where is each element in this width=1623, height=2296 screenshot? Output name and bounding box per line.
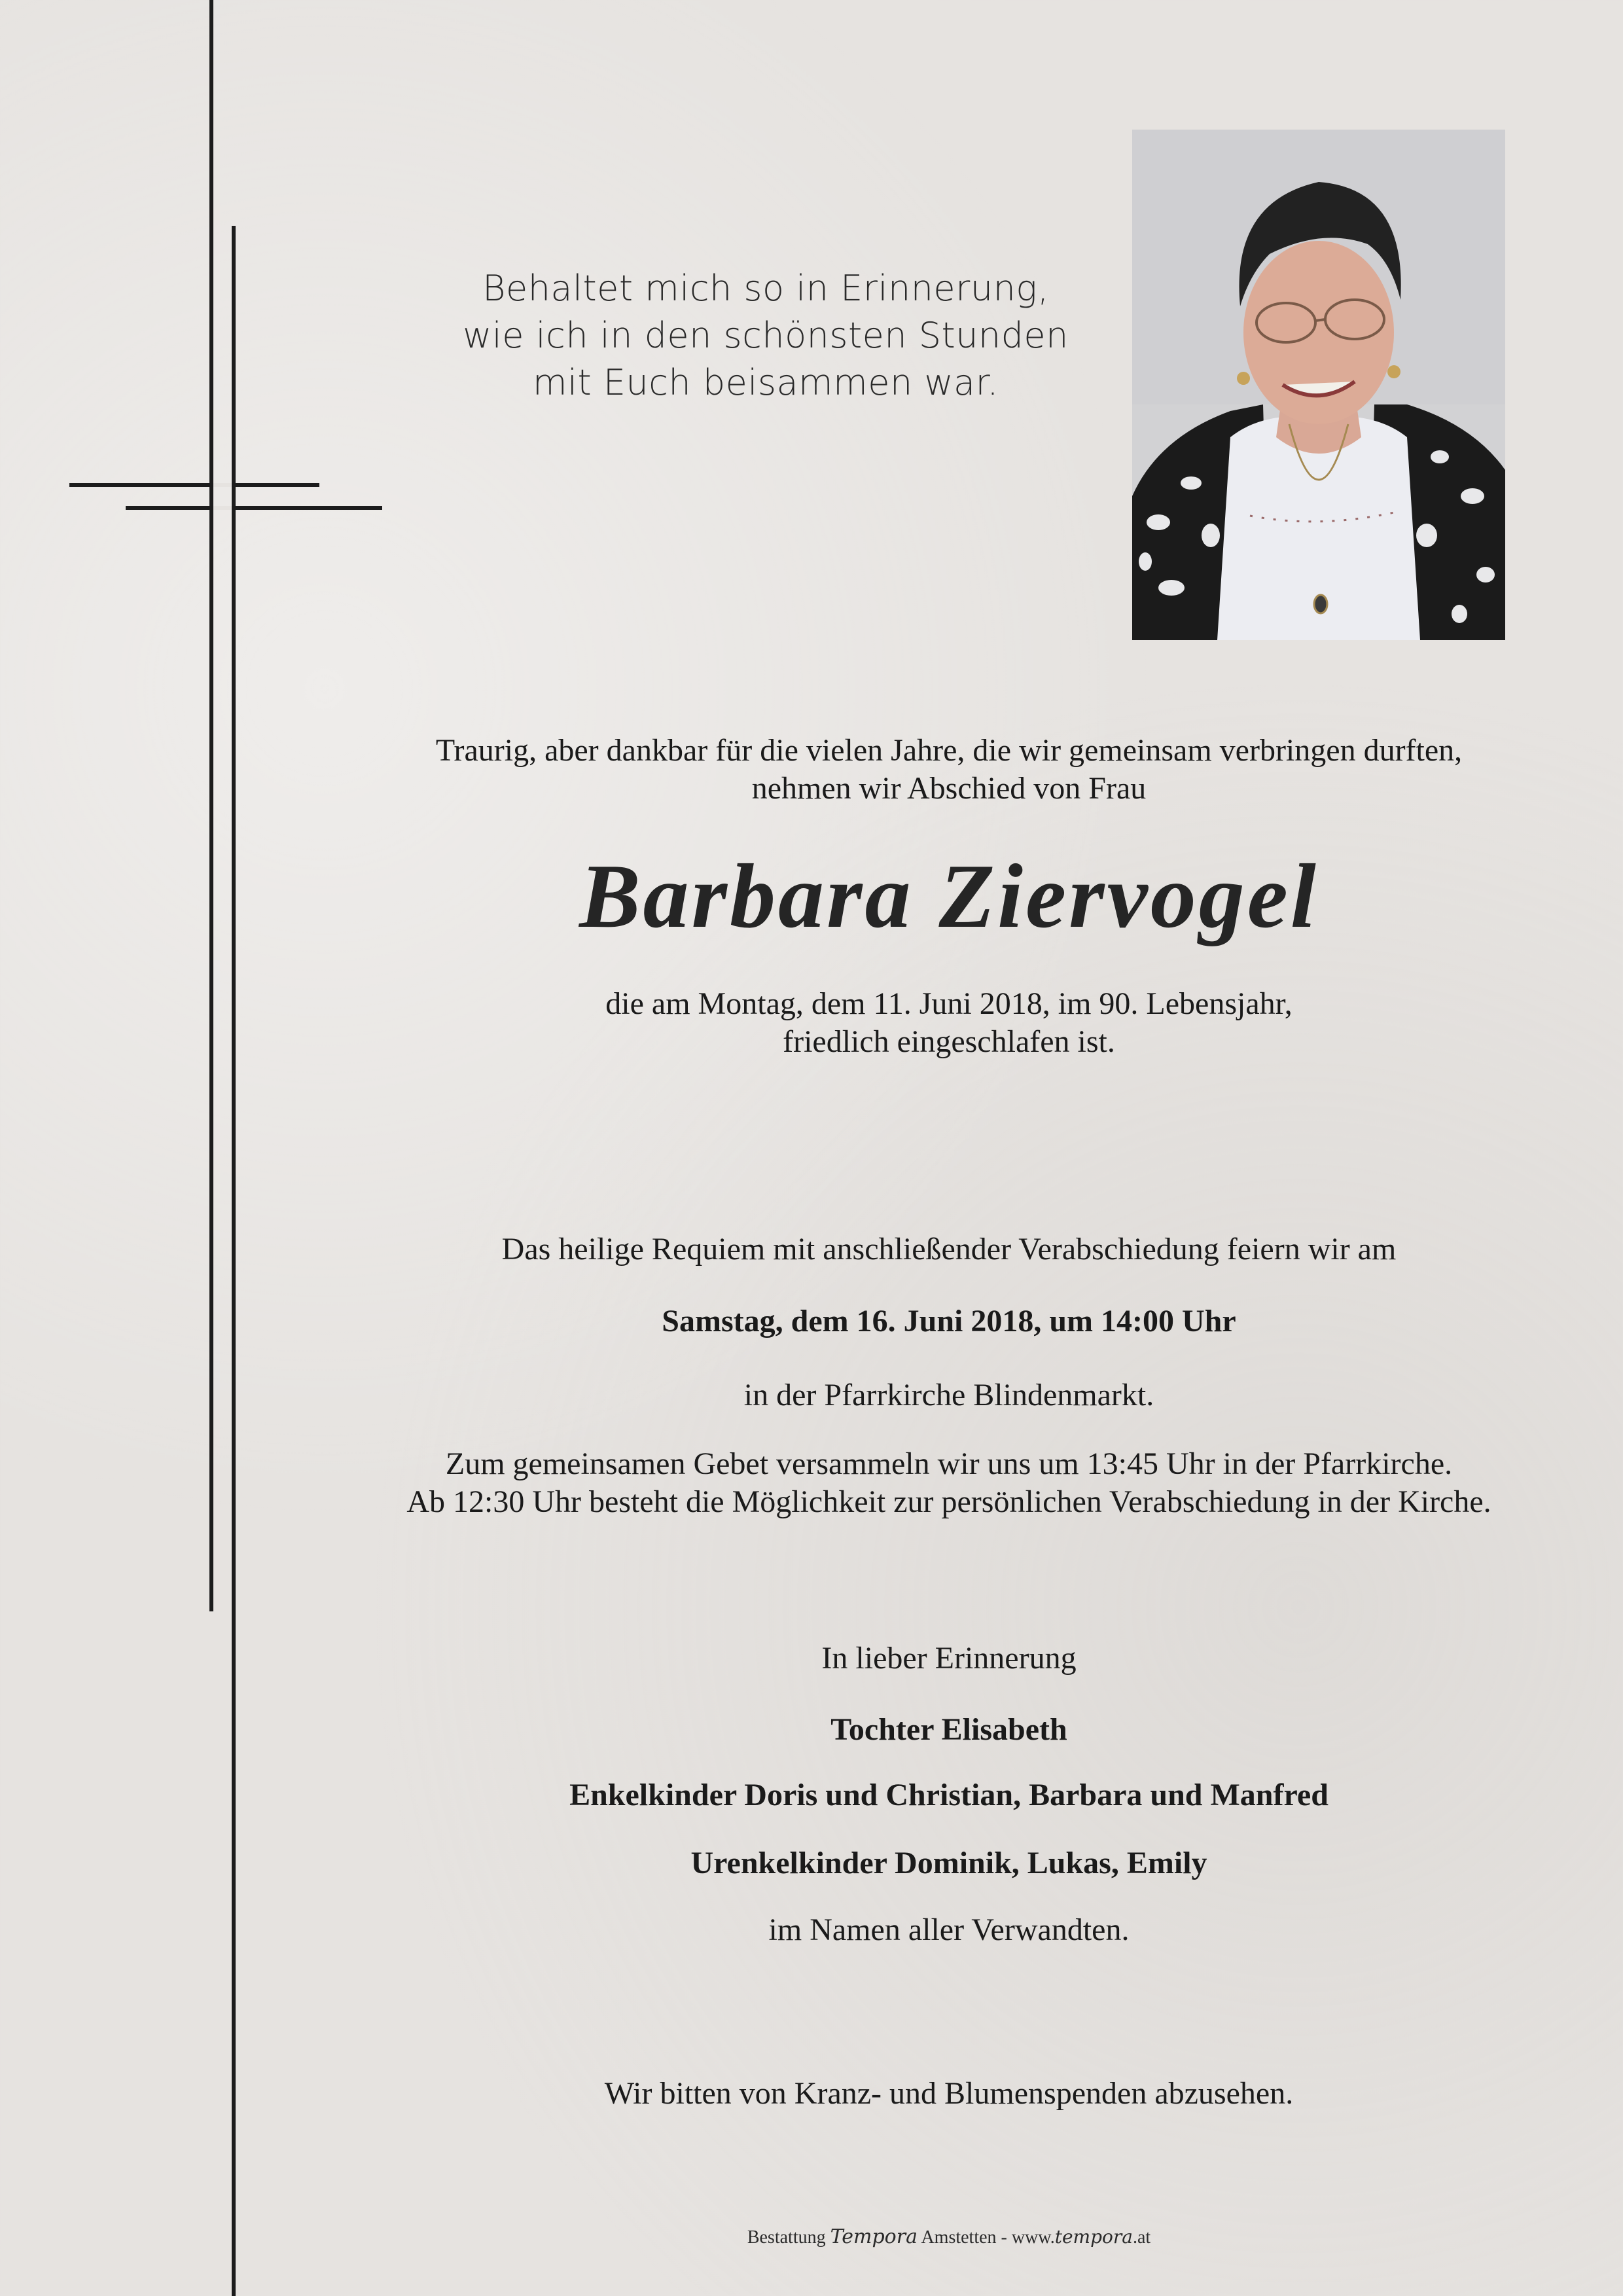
cross-horizontal-line-upper <box>69 483 319 487</box>
portrait-photo <box>1132 130 1505 640</box>
mourner-relatives: im Namen aller Verwandten. <box>768 1912 1130 1947</box>
intro-line-2: nehmen wir Abschied von Frau <box>751 771 1147 806</box>
death-line-2: friedlich eingeschlafen ist. <box>783 1024 1115 1059</box>
prayer-info <box>262 1445 1623 1521</box>
footer-domain-brand: tempora <box>1054 2226 1133 2248</box>
requiem-text: Das heilige Requiem mit anschließender Verabschiedung feiern wir am <box>501 1232 1397 1266</box>
funeral-location: in der Pfarrkirche Blindenmarkt. <box>743 1378 1154 1412</box>
prayer-line-1: Zum gemeinsamen Gebet versammeln wir uns um 13:45 Uhr in der Pfarrkirche. <box>445 1446 1453 1481</box>
quote-line-2: wie ich in den schönsten Stunden <box>463 315 1069 356</box>
mourner-grandchildren: Enkelkinder Doris und Christian, Barbara und Manfred <box>569 1778 1329 1812</box>
flower-request: Wir bitten von Kranz- und Blumenspenden abzusehen. <box>604 2076 1294 2111</box>
footer-prefix: Bestattung <box>747 2227 826 2248</box>
footer-suffix: .at <box>1132 2227 1151 2248</box>
funeral-date: Samstag, dem 16. Juni 2018, um 14:00 Uhr <box>662 1304 1236 1338</box>
death-line-1: die am Montag, dem 11. Juni 2018, im 90. Lebensjahr, <box>605 986 1293 1021</box>
cross-vertical-line-left <box>209 0 213 1611</box>
cross-gap-lower <box>213 506 232 510</box>
quote-line-1: Behaltet mich so in Erinnerung, <box>482 268 1049 309</box>
intro-line-1: Traurig, aber dankbar für die vielen Jahre, die wir gemeinsam verbringen durften, <box>435 733 1463 768</box>
cross-horizontal-line-lower <box>126 506 382 510</box>
footer-credit <box>262 2225 1623 2248</box>
memorial-quote <box>366 265 1165 406</box>
mourner-great-grandchildren: Urenkelkinder Dominik, Lukas, Emily <box>690 1846 1207 1880</box>
death-info <box>262 985 1623 1061</box>
mourner-daughter: Tochter Elisabeth <box>830 1712 1067 1747</box>
deceased-name: Barbara Ziervogel <box>579 846 1319 947</box>
cross-gap-upper <box>213 483 232 487</box>
cross-vertical-line-right <box>232 226 236 2296</box>
quote-line-3: mit Euch beisammen war. <box>532 362 999 403</box>
mourners-intro: In lieber Erinnerung <box>821 1641 1077 1676</box>
prayer-line-2: Ab 12:30 Uhr besteht die Möglichkeit zur persönlichen Verabschiedung in der Kirche. <box>406 1484 1491 1519</box>
footer-middle: Amstetten - www. <box>921 2227 1055 2248</box>
footer-brand-logo: Tempora <box>830 2225 918 2248</box>
intro-text <box>262 732 1623 808</box>
